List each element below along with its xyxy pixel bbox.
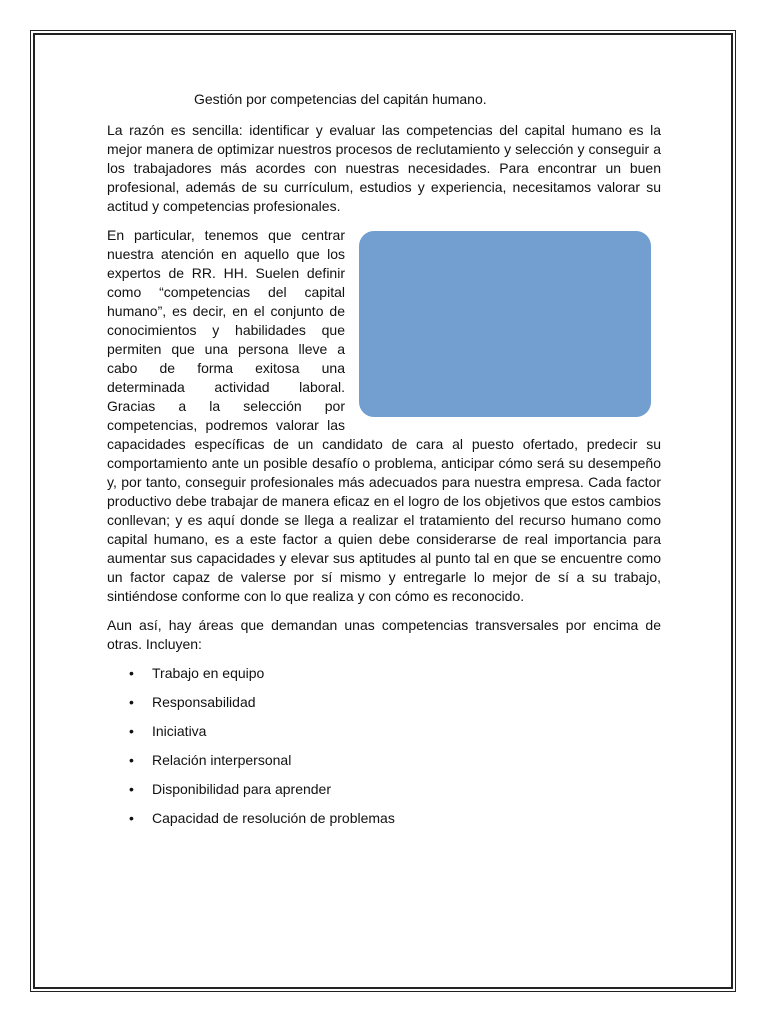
list-item [107,664,661,683]
list-item [107,751,661,770]
skills-list [107,664,661,828]
bullet-icon: • [129,810,134,826]
list-item-label: Disponibilidad para aprender [152,781,332,797]
list-item [107,722,661,741]
bullet-icon: • [129,665,134,681]
list-item-label: Iniciativa [152,723,207,739]
blue-rounded-rectangle-shape [359,231,651,417]
bullet-icon: • [129,723,134,739]
list-item-label: Trabajo en equipo [152,665,265,681]
list-item [107,809,661,828]
document-body [107,90,661,838]
list-item-label: Capacidad de resolución de problemas [152,810,395,826]
paragraph-intro: La razón es sencilla: identificar y evaluar las competencias del capital humano es la mejor manera de optimizar nuestros procesos de reclutamiento y selección y conseguir a los trabajadores más acordes con nuestras necesidades. Para encontrar un buen profesional, además de su currículum, estudios y experiencia, necesitamos valorar su actitud y competencias profesionales. [107,122,661,214]
paragraph-transversal: Aun así, hay áreas que demandan unas competencias transversales por encima de otras. Incluyen: [107,617,661,652]
paragraph-competencies: En particular, tenemos que centrar nuestra atención en aquello que los expertos de RR. HH. Suelen definir como “competencias del capital humano”, es decir, en el conjunto de conocimientos y habilidades que permiten que una persona lleve a cabo de forma exitosa una determinada actividad laboral. Gracias a la selección por competencias, podremos valorar las capacidades específicas de un candidato de cara al puesto ofertado, predecir su comportamiento ante un posible desafío o problema, anticipar cómo será su desempeño y, por tanto, conseguir profesionales más adecuados para nuestra empresa. Cada factor productivo debe trabajar de manera eficaz en el logro de los objetivos que estos cambios conllevan; y es aquí donde se llega a realizar el tratamiento del recurso humano como capital humano, es a este factor a quien debe considerarse de real importancia para aumentar sus capacidades y elevar sus aptitudes al punto tal en que se encuentre como un factor capaz de valerse por sí mismo y entregarle lo mejor de sí a su trabajo, sintiéndose conforme con lo que realiza y con cómo es reconocido. [107,227,661,604]
list-item-label: Responsabilidad [152,694,256,710]
bullet-icon: • [129,781,134,797]
document-title: Gestión por competencias del capitán humano. [194,91,487,107]
list-item [107,780,661,799]
bullet-icon: • [129,694,134,710]
list-item [107,693,661,712]
list-item-label: Relación interpersonal [152,752,292,768]
bullet-icon: • [129,752,134,768]
